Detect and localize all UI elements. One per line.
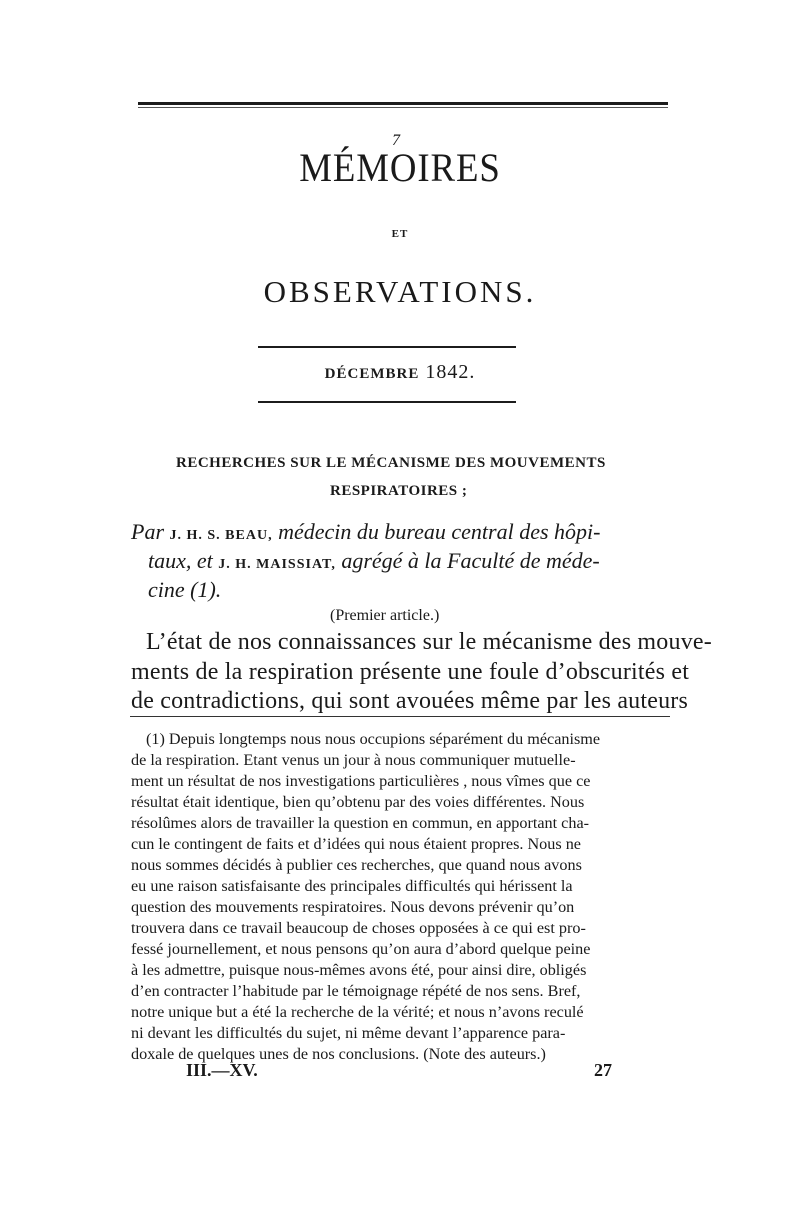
gathering-number: 27 (594, 1060, 612, 1080)
body-line: de contradictions, qui sont avouées même par les auteurs (131, 688, 689, 714)
author-2-name: J. H. MAISSIAT, (218, 557, 336, 572)
section-title: MÉMOIRES (299, 145, 501, 190)
footnote-line: de la respiration. Etant venus un jour à nous communiquer mutuelle- (131, 751, 576, 769)
footnote-line: doxale de quelques unes de nos conclusions. (Note des auteurs.) (131, 1045, 546, 1063)
byline-line-3: cine (1). (148, 577, 222, 602)
byline-par: Par (131, 519, 164, 544)
date-rule-top (258, 346, 516, 348)
footnote-line: trouvera dans ce travail beaucoup de choses opposées à ce qui est pro- (131, 919, 586, 937)
footnote-line: question des mouvements respiratoires. Nous devons prévenir qu’on (131, 898, 575, 916)
byline-line-1 (131, 519, 600, 545)
footnote-line: ment un résultat de nos investigations particulières , nous vîmes que ce (131, 772, 591, 790)
footnote-line: résultat était identique, bien qu’obtenu par des voies différentes. Nous (131, 793, 585, 811)
article-note: (Premier article.) (330, 607, 440, 624)
footnote-line: fessé journellement, et nous pensons qu’on aura d’abord quelque peine (131, 940, 591, 958)
body-line: ments de la respiration présente une foule d’obscurités et (131, 659, 690, 685)
byline-continuation: taux, et (148, 548, 213, 573)
top-rule-thin (138, 107, 668, 108)
signature-mark: III.—XV. (186, 1060, 258, 1080)
page-mark: 7 (392, 132, 400, 149)
article-title-line-1: RECHERCHES SUR LE MÉCANISME DES MOUVEMENTS (176, 455, 606, 471)
footnote-line: résolûmes alors de travailler la question en commun, en apportant cha- (131, 814, 590, 832)
section-title-conjunction: ET (391, 228, 409, 240)
date-rule-bottom (258, 401, 516, 403)
footnote-rule (130, 716, 670, 717)
author-1-role: médecin du bureau central des hôpi- (278, 519, 601, 544)
footnote-line: (1) Depuis longtemps nous nous occupions séparément du mécanisme (146, 730, 601, 748)
footnote-line: notre unique but a été la recherche de la vérité; et nous n’avons reculé (131, 1003, 584, 1021)
footnote-line: eu une raison satisfaisante des principales difficultés qui hérissent la (131, 877, 573, 895)
article-title-line-2: RESPIRATOIRES ; (330, 483, 468, 499)
byline-line-2 (148, 548, 600, 574)
footnote-line: d’en contracter l’habitude par le témoignage répété de nos sens. Bref, (131, 982, 581, 1000)
top-rule (138, 102, 668, 105)
section-subtitle: OBSERVATIONS. (263, 274, 537, 309)
footnote-line: nous sommes décidés à publier ces recherches, que quand nous avons (131, 856, 582, 874)
footnote-line: à les admettre, puisque nous-mêmes avons été, pour ainsi dire, obligés (131, 961, 587, 979)
footnote-line: ni devant les difficultés du sujet, ni même devant l’apparence para- (131, 1024, 566, 1042)
issue-year: 1842. (425, 361, 476, 383)
author-1-name: J. H. S. BEAU, (169, 528, 273, 543)
author-2-role: agrégé à la Faculté de méde- (341, 548, 600, 573)
issue-month: DÉCEMBRE (324, 366, 420, 382)
footnote-line: cun le contingent de faits et d’idées qui nous étaient propres. Nous ne (131, 835, 581, 853)
issue-date (0, 361, 800, 384)
body-line: L’état de nos connaissances sur le mécanisme des mouve- (146, 629, 712, 655)
